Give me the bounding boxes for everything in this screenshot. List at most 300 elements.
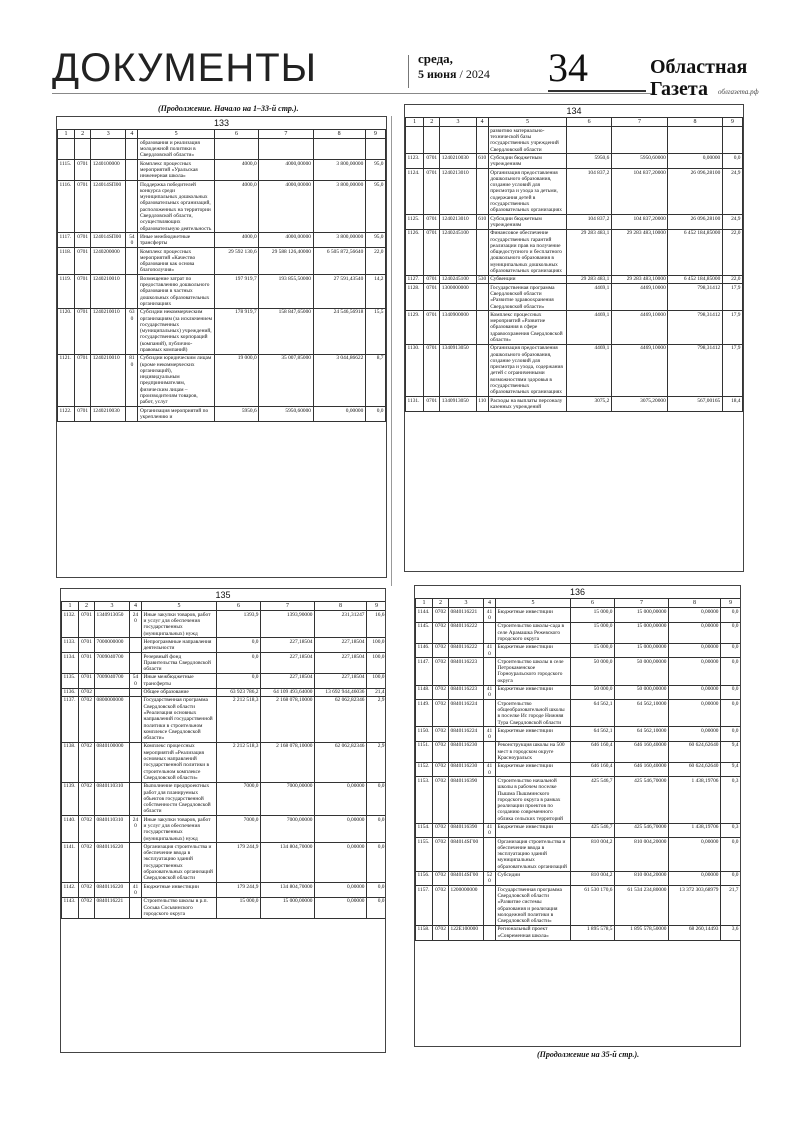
approved-amount: 29 283 483,1 [567,275,611,283]
table-row [416,622,741,643]
section-code [424,127,440,154]
expense-type: 240 [130,816,142,843]
item-name: Строительство школы в селе Петрокаменское Горноуральского городского округа [496,658,571,685]
item-name: Расходы на выплаты персоналу казенных учреждений [488,397,567,412]
row-number: 1121. [58,354,75,406]
budget-list-amount: 15 000,00000 [615,643,669,658]
budget-list-amount: 15 000,00000 [615,608,669,623]
executed-amount: 3 044,86622 [313,354,365,406]
budget-list-amount: 227,18504 [261,673,315,688]
percent-executed: 0,0 [721,838,741,871]
row-number: 1151. [416,741,433,762]
section-code: 0702 [433,658,449,685]
row-number: 1158. [416,925,433,940]
section-code: 0702 [79,816,95,843]
percent-executed: 0,0 [721,643,741,658]
table-row [406,284,743,311]
executed-amount: 0,00000 [669,643,721,658]
approved-amount: 810 004,2 [571,838,615,871]
target-code: 1240245100 [440,229,476,275]
table-row [416,838,741,871]
target-code: 1240213010 [440,169,476,215]
executed-amount: 0,00000 [315,782,367,815]
budget-list-amount: 29 283 483,10000 [611,229,668,275]
section-code: 0702 [433,608,449,623]
target-code: 0840116223 [449,658,484,685]
approved-amount: 178 919,7 [214,308,258,354]
percent-executed: 0,3 [721,823,741,838]
executed-amount: 0,00000 [669,700,721,727]
percent-executed: 0,0 [722,154,742,169]
target-code: 7009040700 [95,653,130,674]
percent-executed: 22,0 [365,248,385,275]
approved-amount: 425 546,7 [571,777,615,823]
percent-executed: 17,9 [722,344,742,396]
approved-amount: 15 000,0 [217,897,261,918]
target-code: 1340913050 [95,611,130,638]
column-header: 5 [142,602,217,611]
budget-list-amount: 35 007,85000 [259,354,313,406]
table-row [406,229,743,275]
percent-executed: 100,0 [367,638,387,653]
percent-executed [365,139,385,160]
item-name: Организация предоставления дошкольного образования, создание условий для присмотра и ухода, содержания детей с ограниченными возможностями здоровья в государственных образовательных организациях [488,344,567,396]
approved-amount: 646 160,4 [571,762,615,777]
percent-executed: 2,9 [367,696,387,742]
budget-list-amount: 4469,10000 [611,311,668,344]
expense-type [484,838,496,871]
approved-amount: 104 837,2 [567,169,611,215]
table-row [62,816,387,843]
budget-list-amount: 104 837,20000 [611,169,668,215]
expense-type [130,696,142,742]
table-row [62,742,387,782]
target-code: 1240210010 [91,308,126,354]
percent-executed: 0,0 [367,883,387,898]
column-header: 5 [488,118,567,127]
expense-type [484,886,496,926]
section-code: 0701 [79,653,95,674]
table-row [416,777,741,823]
column-header: 2 [433,599,449,608]
section-code: 0701 [424,229,440,275]
item-name: Комплекс процессных мероприятий «Развитие образования в сфере здравоохранения Свердловской области» [488,311,567,344]
approved-amount: 15 000,0 [571,622,615,643]
executed-amount: 0,00000 [669,727,721,742]
section-code: 0702 [433,685,449,700]
target-code: 0840100000 [95,742,130,782]
section-code: 0702 [433,777,449,823]
item-name: Строительство школы-сада в селе Арамашка Режевского городского округа [496,622,571,643]
executed-amount: 0,00000 [669,871,721,886]
approved-amount: 646 160,4 [571,741,615,762]
executed-amount: 798,31412 [668,311,722,344]
budget-list-amount: 29 283 483,10000 [611,275,668,283]
column-header: 8 [668,118,722,127]
budget-list-amount: 227,18504 [261,638,315,653]
percent-executed: 100,0 [367,653,387,674]
expense-type: 410 [484,608,496,623]
approved-amount: 29 592 130,6 [214,248,258,275]
percent-executed: 0,0 [721,727,741,742]
target-code: 0840116390 [449,777,484,823]
approved-amount: 179 244,9 [217,843,261,883]
section-code: 0701 [75,308,91,354]
section-code: 0701 [424,344,440,396]
column-header: 9 [722,118,742,127]
row-number: 1145. [416,622,433,643]
executed-amount: 1 438,19706 [669,777,721,823]
section-code: 0702 [79,843,95,883]
target-code: 0840116221 [95,897,130,918]
column-header: 4 [126,130,138,139]
executed-amount: 27 591,43540 [313,275,365,308]
executed-amount: 0,00000 [315,897,367,918]
row-number: 1124. [406,169,424,215]
executed-amount: 0,00000 [669,658,721,685]
percent-executed: 16,6 [367,611,387,638]
expense-type: 410 [484,823,496,838]
table-row [416,658,741,685]
approved-amount: 1 895 578,5 [571,925,615,940]
row-number: 1139. [62,782,79,815]
percent-executed: 2,9 [367,742,387,782]
section-code: 0701 [79,673,95,688]
table-row [416,871,741,886]
percent-executed: 22,0 [722,275,742,283]
item-name: Субсидии юридическим лицам (кроме некоммерческих организаций), индивидуальным предпринимателям, физическим лицам – производителям товаров, работ, услуг [138,354,214,406]
percent-executed [722,127,742,154]
executed-amount: 6 452 184,85000 [668,275,722,283]
column-header: 1 [58,130,75,139]
item-name: Иные закупки товаров, работ и услуг для обеспечения государственных (муниципальных) нужд [142,816,217,843]
item-name: Бюджетные инвестиции [496,762,571,777]
row-number [58,139,75,160]
item-name: Организация строительства и обеспечение ввода в эксплуатацию зданий муниципальных образовательных организаций [496,838,571,871]
target-code [95,688,130,696]
budget-list-amount: 5950,60000 [259,407,313,422]
row-number: 1118. [58,248,75,275]
continued-to-note: (Продолжение на 35-й стр.). [537,1050,640,1059]
executed-amount: 1 438,19706 [669,823,721,838]
expense-type [484,925,496,940]
approved-amount: 1393,9 [217,611,261,638]
expense-type [126,275,138,308]
target-code: 084014SГ00 [449,871,484,886]
budget-list-amount: 227,18504 [261,653,315,674]
section-code: 0701 [79,638,95,653]
item-name: Государственная программа Свердловской области «Развитие системы образования и реализация молодежной политики в Свердловской области» [496,886,571,926]
column-header: 3 [440,118,476,127]
column-header: 2 [424,118,440,127]
executed-amount: 13 692 944,46036 [315,688,367,696]
item-name: Субсидии [496,871,571,886]
item-name: Комплекс процессных мероприятий «Реализация основных направлений государственной политики в строительном комплексе Свердловской области» [142,742,217,782]
percent-executed: 9,4 [721,741,741,762]
expense-type: 110 [476,397,488,412]
budget-table [415,598,741,941]
section-code: 0702 [79,696,95,742]
section-code: 0701 [75,275,91,308]
table-body [416,608,741,940]
percent-executed: 9,4 [721,762,741,777]
table-row [58,354,386,406]
executed-amount: 6 505 872,56640 [313,248,365,275]
panel-title: 136 [569,587,586,597]
budget-list-amount: 7000,00000 [261,782,315,815]
budget-list-amount [611,127,668,154]
expense-type [130,742,142,782]
target-code: 0840116220 [95,883,130,898]
approved-amount: 0,0 [217,673,261,688]
expense-type: 240 [130,611,142,638]
percent-executed: 0,0 [367,897,387,918]
row-number: 1142. [62,883,79,898]
approved-amount: 15 000,0 [571,643,615,658]
expense-type [476,127,488,154]
item-name: Организация мероприятий по укреплению и [138,407,214,422]
percent-executed: 14,2 [365,275,385,308]
logo-line1: Областная [650,56,748,78]
approved-amount: 5950,6 [214,407,258,422]
expense-type [476,284,488,311]
section-code: 0701 [75,233,91,248]
table-row [62,673,387,688]
item-name: Иные межбюджетные трансферты [138,233,214,248]
expense-type: 610 [476,215,488,230]
item-name: Бюджетные инвестиции [142,883,217,898]
budget-list-amount: 104 837,20000 [611,215,668,230]
budget-list-amount: 50 000,00000 [615,685,669,700]
row-number: 1154. [416,823,433,838]
column-header: 5 [496,599,571,608]
budget-list-amount: 646 160,40000 [615,741,669,762]
section-code: 0701 [424,215,440,230]
table-row [416,608,741,623]
item-name: Выполнение предпроектных работ для планируемых объектов государственной собственности Свердловской области [142,782,217,815]
budget-list-amount: 64 109 493,64000 [261,688,315,696]
expense-type [476,311,488,344]
table-header-row [58,130,386,139]
table-body [62,611,387,918]
table-row [416,823,741,838]
target-code: 7000000000 [95,638,130,653]
expense-type [126,139,138,160]
section-code: 0702 [433,838,449,871]
executed-amount: 0,00000 [668,154,722,169]
percent-executed: 0,0 [367,816,387,843]
approved-amount: 425 546,7 [571,823,615,838]
table-row [62,688,387,696]
expense-type: 810 [126,354,138,406]
executed-amount: 0,00000 [315,843,367,883]
expense-type: 540 [130,673,142,688]
executed-amount: 68 260,14493 [669,925,721,940]
percent-executed: 0,0 [367,843,387,883]
item-name: Бюджетные инвестиции [496,643,571,658]
executed-amount: 0,00000 [669,685,721,700]
table-row [58,407,386,422]
column-header: 1 [406,118,424,127]
section-code: 0702 [433,886,449,926]
budget-list-amount: 134 804,70000 [261,883,315,898]
row-number: 1157. [416,886,433,926]
percent-executed: 0,0 [721,685,741,700]
percent-executed: 17,9 [722,311,742,344]
approved-amount: 5950,6 [567,154,611,169]
percent-executed: 21,4 [367,688,387,696]
section-code: 0701 [424,284,440,311]
target-code: 0840116223 [449,685,484,700]
column-header: 3 [95,602,130,611]
executed-amount: 6 452 184,85000 [668,229,722,275]
approved-amount: 2 212 518,3 [217,742,261,782]
approved-amount: 50 000,0 [571,685,615,700]
table-row [58,233,386,248]
table-header-row [416,599,741,608]
section-code: 0702 [433,741,449,762]
executed-amount: 0,00000 [315,883,367,898]
approved-amount: 4469,1 [567,344,611,396]
section-code: 0702 [433,762,449,777]
table-row [406,127,743,154]
executed-amount: 24 546,56918 [313,308,365,354]
item-name: Субсидии бюджетным учреждениям [488,154,567,169]
approved-amount: 179 244,9 [217,883,261,898]
percent-executed: 18,4 [722,397,742,412]
section-code: 0701 [424,275,440,283]
target-code: 1340900000 [440,311,476,344]
target-code: 0840116220 [95,843,130,883]
column-header: 2 [75,130,91,139]
expense-type [126,248,138,275]
item-name: Региональный проект «Современная школа» [496,925,571,940]
section-code: 0702 [79,883,95,898]
item-name: Резервный фонд Правительства Свердловской области [142,653,217,674]
item-name: Иные межбюджетные трансферты [142,673,217,688]
target-code: 1240210010 [91,275,126,308]
table-row [406,275,743,283]
table-panel-135 [60,588,386,1053]
percent-executed: 24,9 [722,169,742,215]
approved-amount: 64 562,1 [571,700,615,727]
table-row [416,727,741,742]
percent-executed: 95,0 [365,181,385,233]
approved-amount: 4000,0 [214,233,258,248]
expense-type [130,843,142,883]
expense-type [476,344,488,396]
budget-list-amount: 4000,00000 [259,160,313,181]
expense-type [484,777,496,823]
target-code: 1240210010 [91,354,126,406]
approved-amount: 7000,0 [217,782,261,815]
executed-amount: 26 096,28100 [668,215,722,230]
column-header: 5 [138,130,214,139]
approved-amount: 7000,0 [217,816,261,843]
expense-type: 410 [484,685,496,700]
target-code: 7009040700 [95,673,130,688]
approved-amount: 104 837,2 [567,215,611,230]
approved-amount: 63 923 786,2 [217,688,261,696]
item-name: Организация строительства и обеспечение ввода в эксплуатацию зданий государственных образовательных организаций Свердловской области [142,843,217,883]
section-code: 0702 [79,782,95,815]
table-row [416,762,741,777]
row-number: 1155. [416,838,433,871]
item-name: Возмещение затрат по предоставлению дошкольного образования в частных дошкольных образовательных организациях [138,275,214,308]
row-number: 1122. [58,407,75,422]
target-code [91,139,126,160]
expense-type [126,407,138,422]
section-code: 0702 [433,622,449,643]
approved-amount: 29 283 483,1 [567,229,611,275]
target-code: 1240100000 [91,160,126,181]
percent-executed: 0,0 [721,608,741,623]
row-number: 1119. [58,275,75,308]
expense-type [484,700,496,727]
column-header: 4 [130,602,142,611]
budget-list-amount: 425 546,70000 [615,777,669,823]
executed-amount: 0,00000 [313,407,365,422]
percent-executed: 15,5 [365,308,385,354]
budget-list-amount: 4469,10000 [611,344,668,396]
row-number: 1138. [62,742,79,782]
row-number: 1156. [416,871,433,886]
section-code [75,139,91,160]
page-number-underline [548,90,646,92]
column-header: 4 [484,599,496,608]
budget-list-amount: 646 160,40000 [615,762,669,777]
table-row [58,160,386,181]
expense-type: 410 [484,762,496,777]
row-number: 1149. [416,700,433,727]
executed-amount: 3 800,00000 [313,233,365,248]
percent-executed: 0,0 [721,622,741,643]
item-name: Финансовое обеспечение государственных гарантий реализации прав на получение общедоступного и бесплатного дошкольного образования в муниципальных дошкольных образовательных организациях [488,229,567,275]
expense-type: 630 [126,308,138,354]
column-header: 6 [571,599,615,608]
target-code: 1340913050 [440,344,476,396]
row-number: 1141. [62,843,79,883]
expense-type: 410 [484,727,496,742]
percent-executed: 8,7 [365,354,385,406]
target-code: 1200000000 [449,886,484,926]
table-row [58,308,386,354]
issue-date: 5 июня / 2024 [418,67,490,81]
header-rule [52,93,652,94]
row-number: 1130. [406,344,424,396]
budget-list-amount: 15 000,00000 [615,622,669,643]
column-header: 9 [367,602,387,611]
approved-amount: 0,0 [217,653,261,674]
item-name: Субсидии некоммерческим организациям (за исключением государственных (муниципальных) учреждений, государственных корпораций (компаний), публично-правовых компаний) [138,308,214,354]
item-name: Общее образование [142,688,217,696]
target-code: 0840110310 [95,816,130,843]
item-name: Поддержка победителей конкурса среди муниципальных дошкольных образовательных организаций, расположенных на территории Свердловской области, осуществляющих образовательную деятельность [138,181,214,233]
item-name: Строительство начальной школы в рабочем поселке Пышма Пышминского городского округа в рамках реализации проектов по созданию современного облика сельских территорий [496,777,571,823]
budget-list-amount: 193 855,50000 [259,275,313,308]
budget-list-amount: 2 168 078,10000 [261,742,315,782]
budget-list-amount: 4000,00000 [259,181,313,233]
row-number: 1143. [62,897,79,918]
table-row [416,925,741,940]
column-header: 8 [669,599,721,608]
target-code: 0840116222 [449,643,484,658]
executed-amount: 0,00000 [669,622,721,643]
table-row [62,653,387,674]
table-row [58,248,386,275]
approved-amount: 19 000,0 [214,354,258,406]
column-header: 9 [365,130,385,139]
